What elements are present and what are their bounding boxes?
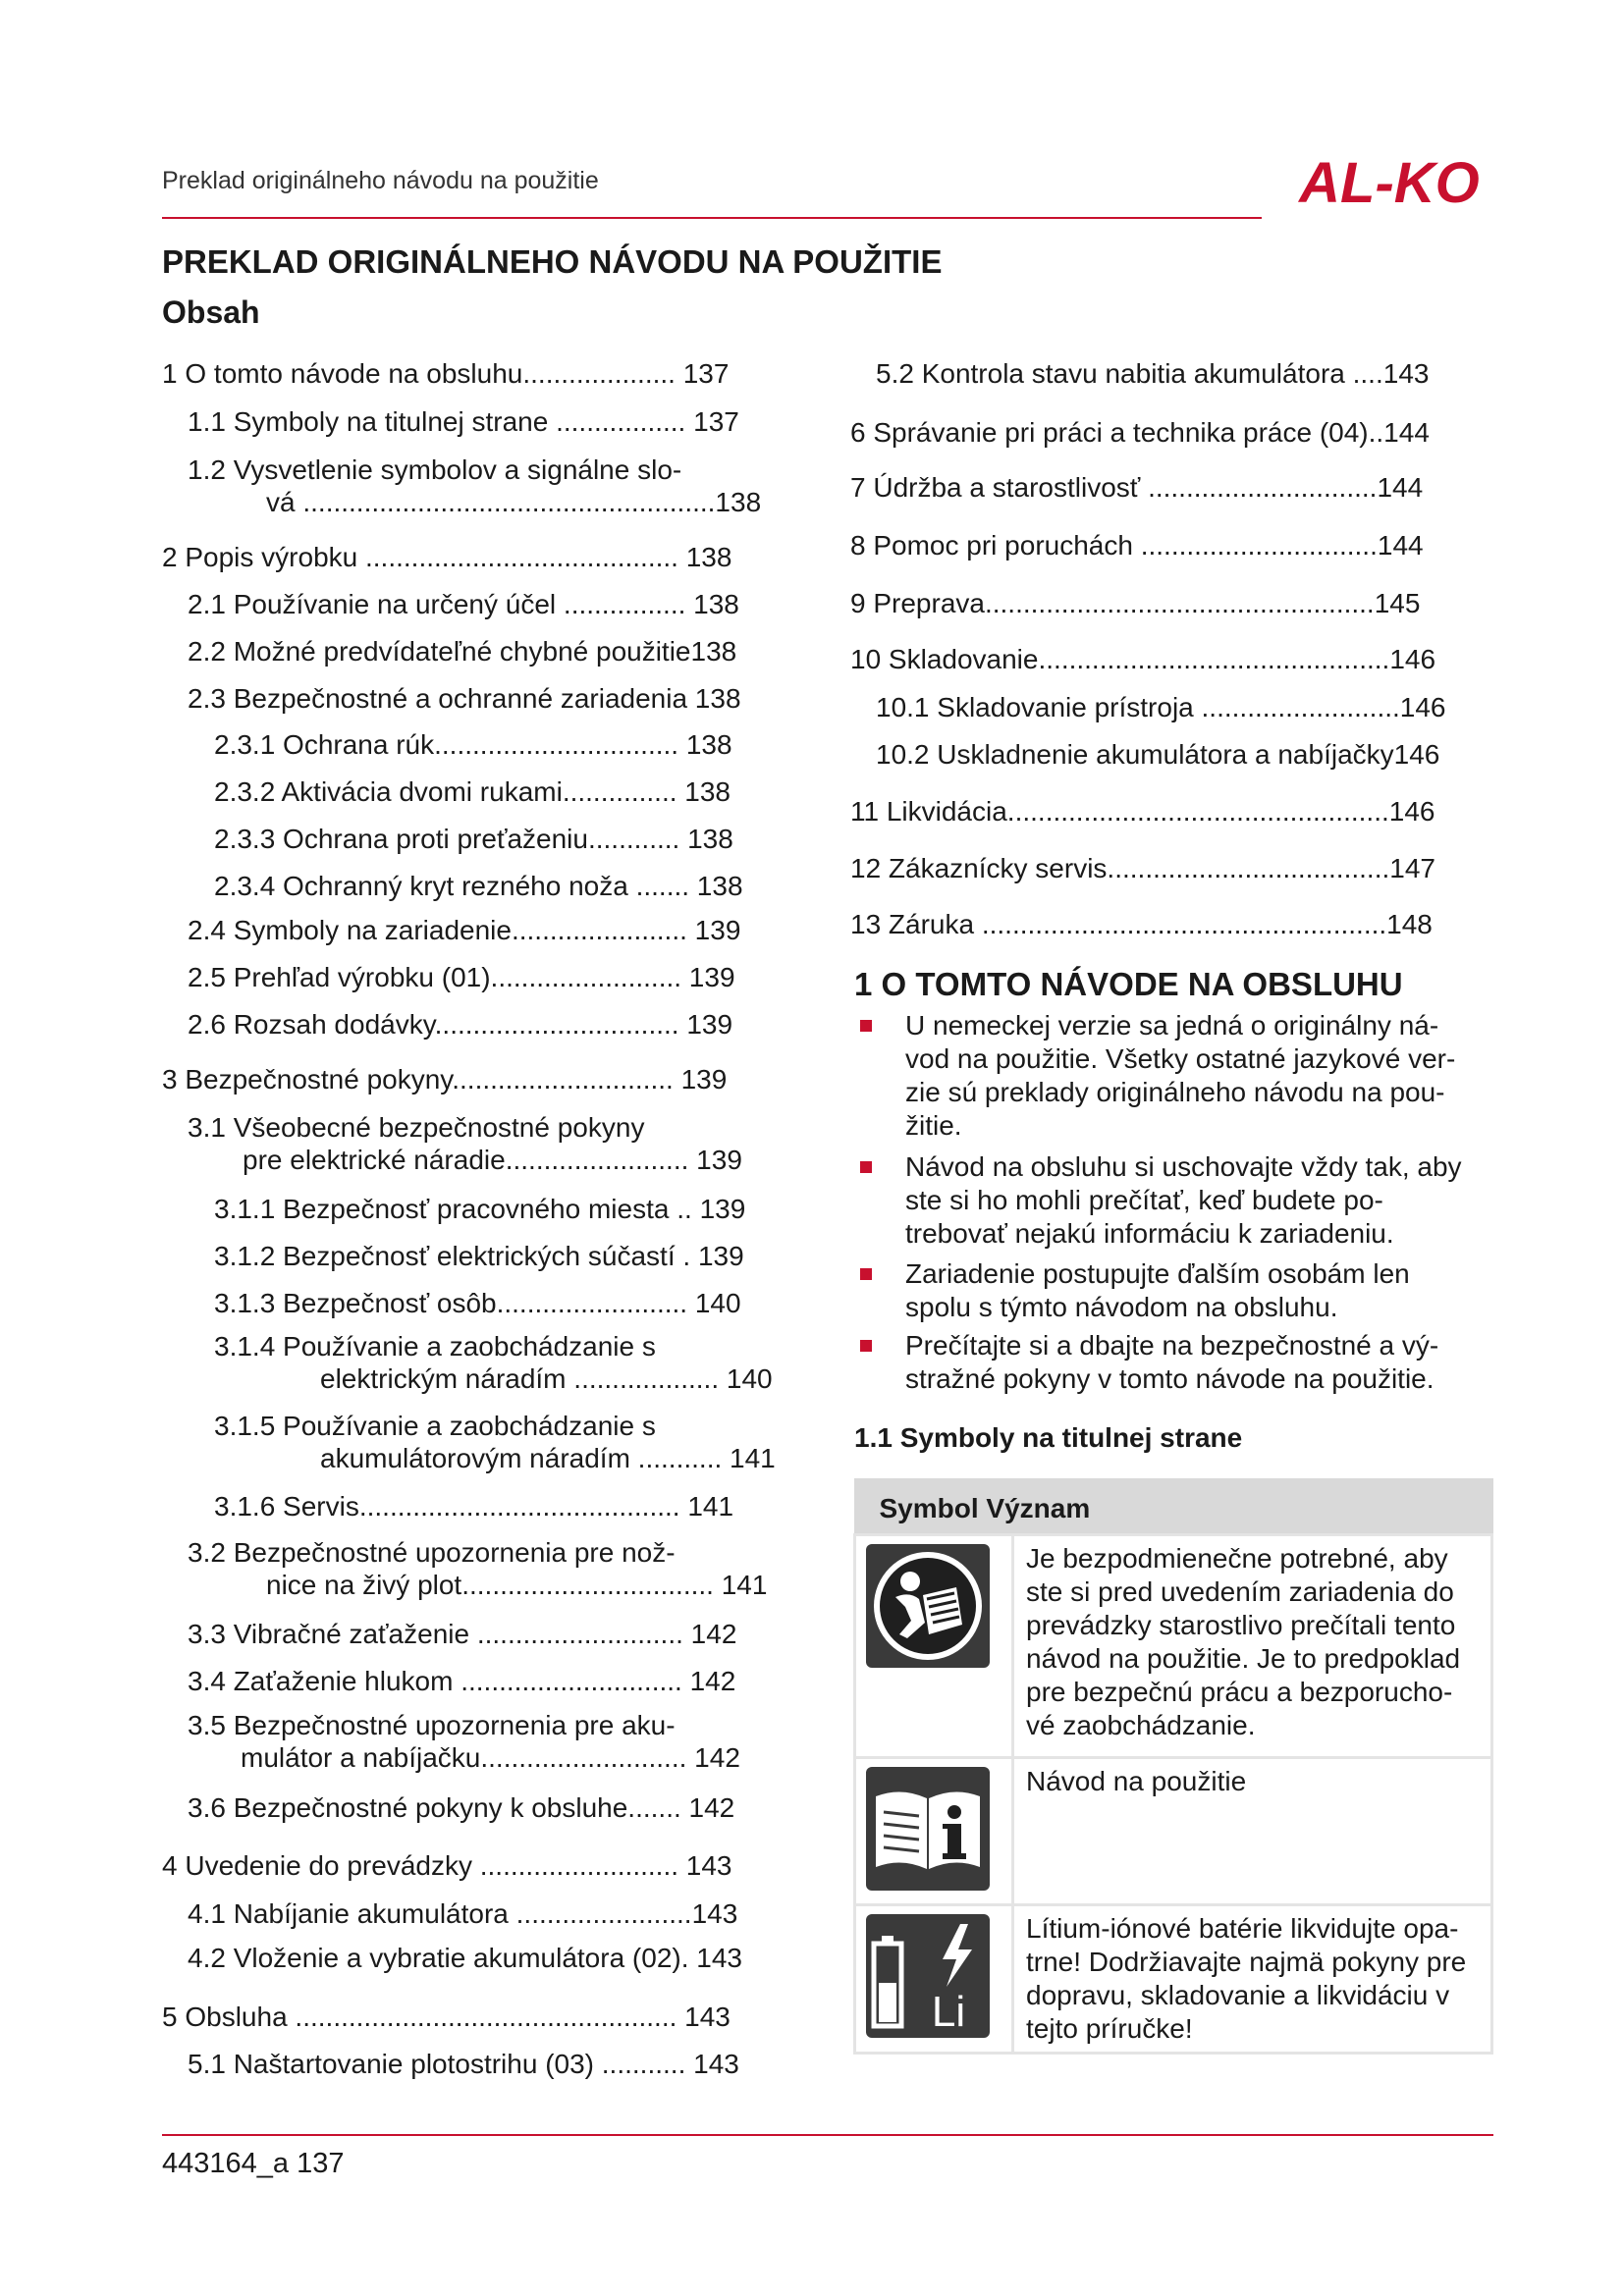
toc-entry[interactable]: 2.3.4 Ochranný kryt rezného noža ....... 138 (214, 871, 743, 901)
bullet-item (854, 1329, 1483, 1396)
toc-entry[interactable]: 3.6 Bezpečnostné pokyny k obsluhe....... 142 (188, 1792, 735, 1823)
toc-entry[interactable]: 4 Uvedenie do prevádzky .......................... 143 (162, 1850, 732, 1881)
toc-entry[interactable] (188, 1536, 767, 1601)
toc-entry[interactable]: 10.1 Skladovanie prístroja ..........................146 (876, 692, 1446, 722)
toc-entry[interactable]: 7 Údržba a starostlivosť ..............................144 (850, 472, 1424, 503)
toc-entry[interactable]: 12 Zákaznícky servis.....................................147 (850, 853, 1435, 883)
symbol-meaning: Je bezpodmienečne potrebné, aby ste si pred uvedením zariadenia do prevádzky starostlivo prečítali tento návod na použitie. Je to predpoklad pre bezpečnú prácu a bezporucho-vé zaobchádzanie. (1013, 1535, 1492, 1758)
toc-entry-line1: 3.1 Všeobecné bezpečnostné pokyny (188, 1112, 645, 1143)
toc-entry[interactable]: 1 O tomto návode na obsluhu.................... 137 (162, 358, 730, 389)
toc-entry[interactable]: 3.1.1 Bezpečnosť pracovného miesta .. 139 (214, 1194, 746, 1224)
symbol-cell (855, 1758, 1013, 1905)
toc-entry[interactable]: 3.4 Zaťaženie hlukom ............................. 142 (188, 1666, 736, 1696)
toc-entry[interactable]: 2.4 Symboly na zariadenie....................... 139 (188, 915, 741, 945)
bullet-item (854, 1257, 1483, 1324)
toc-entry[interactable]: 3.1.3 Bezpečnosť osôb......................... 140 (214, 1288, 741, 1318)
toc-entry[interactable] (188, 1709, 740, 1774)
symbol-table-header: Symbol Význam (855, 1479, 1492, 1535)
toc-entry-line2: mulátor a nabíjačku........................... 142 (241, 1742, 740, 1773)
bullet-text: Prečítajte si a dbajte na bezpečnostné a vý-stražné pokyny v tomto návode na použitie. (905, 1330, 1439, 1394)
page-footer: 443164_a 137 (162, 2148, 345, 2179)
symbol-table-row (855, 1758, 1492, 1905)
toc-entry[interactable]: 2.3.3 Ochrana proti preťaženiu............ 138 (214, 824, 733, 854)
toc-heading: Obsah (162, 294, 260, 330)
toc-entry[interactable]: 2 Popis výrobku ......................................... 138 (162, 542, 732, 572)
li-ion-battery-icon (866, 1914, 990, 2038)
toc-entry[interactable] (214, 1410, 776, 1474)
bullet-text: Návod na obsluhu si uschovajte vždy tak, aby ste si ho mohli prečítať, keď budete po-trebovať nejakú informáciu k zariadeniu. (905, 1151, 1462, 1249)
toc-entry-line1: 3.1.5 Používanie a zaobchádzanie s (214, 1411, 656, 1441)
symbol-table-row (855, 1905, 1492, 2054)
toc-entry-line1: 3.2 Bezpečnostné upozornenia pre nož- (188, 1537, 676, 1568)
bullet-square-icon (860, 1020, 872, 1032)
toc-entry[interactable]: 8 Pomoc pri poruchách ...............................144 (850, 530, 1424, 561)
toc-entry[interactable] (214, 1330, 773, 1395)
svg-text:Li: Li (931, 1988, 966, 2036)
toc-entry[interactable]: 1.1 Symboly na titulnej strane ................. 137 (188, 406, 739, 437)
toc-entry[interactable]: 4.2 Vloženie a vybratie akumulátora (02). 143 (188, 1943, 742, 1973)
subsection-1-1-heading: 1.1 Symboly na titulnej strane (854, 1422, 1243, 1453)
toc-entry[interactable]: 3.3 Vibračné zaťaženie ........................... 142 (188, 1619, 737, 1649)
toc-entry-line2: nice na živý plot................................. 141 (266, 1570, 768, 1600)
header-rule (162, 217, 1262, 219)
toc-entry[interactable] (188, 1111, 742, 1176)
toc-entry[interactable] (188, 454, 761, 518)
toc-entry[interactable]: 6 Správanie pri práci a technika práce (04)..144 (850, 417, 1430, 448)
alko-logo (1280, 155, 1498, 210)
bullet-square-icon (860, 1161, 872, 1173)
toc-entry[interactable]: 3.1.6 Servis.......................................... 141 (214, 1491, 734, 1522)
toc-entry[interactable]: 3.1.2 Bezpečnosť elektrických súčastí . 139 (214, 1241, 744, 1271)
toc-entry-line2: elektrickým náradím ................... 140 (320, 1363, 773, 1394)
toc-entry[interactable]: 5.2 Kontrola stavu nabitia akumulátora ....143 (876, 358, 1430, 389)
bullet-square-icon (860, 1340, 872, 1352)
symbol-meaning: Lítium-iónové batérie likvidujte opa-trne! Dodržiavajte najmä pokyny pre dopravu, skladovanie a likvidáciu v tejto príručke! (1013, 1905, 1492, 2054)
svg-text:AL-KO: AL-KO (1299, 155, 1480, 210)
bullet-item (854, 1150, 1483, 1251)
toc-entry[interactable]: 2.3 Bezpečnostné a ochranné zariadenia 138 (188, 683, 741, 714)
bullet-item (854, 1009, 1483, 1143)
toc-entry[interactable]: 3 Bezpečnostné pokyny............................. 139 (162, 1064, 728, 1095)
toc-entry[interactable]: 10.2 Uskladnenie akumulátora a nabíjačky146 (876, 739, 1440, 770)
toc-entry[interactable]: 9 Preprava...................................................145 (850, 588, 1421, 618)
toc-entry[interactable]: 13 Záruka .....................................................148 (850, 909, 1433, 939)
bullet-text: U nemeckej verzie sa jedná o originálny ná-vod na použitie. Všetky ostatné jazykové ver-zie sú preklady originálneho návodu na pou-žitie. (905, 1010, 1456, 1141)
bullet-square-icon (860, 1268, 872, 1280)
toc-entry[interactable]: 5 Obsluha .................................................. 143 (162, 2002, 731, 2032)
symbol-table-header-row (855, 1479, 1492, 1535)
toc-entry-line2: pre elektrické náradie........................ 139 (243, 1145, 742, 1175)
document-title: PREKLAD ORIGINÁLNEHO NÁVODU NA POUŽITIE (162, 243, 943, 280)
symbol-cell (855, 1905, 1013, 2054)
toc-entry[interactable]: 4.1 Nabíjanie akumulátora .......................143 (188, 1898, 738, 1929)
manual-info-icon (866, 1767, 990, 1891)
running-header: Preklad originálneho návodu na použitie (162, 167, 599, 194)
toc-entry[interactable]: 2.1 Používanie na určený účel ................ 138 (188, 589, 739, 619)
toc-entry[interactable]: 5.1 Naštartovanie plotostrihu (03) ........... 143 (188, 2049, 739, 2079)
footer-rule (162, 2134, 1493, 2136)
toc-entry[interactable]: 10 Skladovanie..............................................146 (850, 644, 1436, 674)
toc-entry[interactable]: 2.5 Prehľad výrobku (01)......................... 139 (188, 962, 735, 992)
symbol-table (853, 1478, 1493, 2055)
toc-entry[interactable]: 11 Likvidácia..................................................146 (850, 796, 1435, 827)
read-manual-icon (866, 1544, 990, 1668)
bullet-text: Zariadenie postupujte ďalším osobám len spolu s týmto návodom na obsluhu. (905, 1258, 1410, 1322)
toc-entry-line2: vá ......................................................138 (266, 487, 762, 517)
symbol-table-row (855, 1535, 1492, 1758)
symbol-cell (855, 1535, 1013, 1758)
toc-entry[interactable]: 2.2 Možné predvídateľné chybné použitie138 (188, 636, 737, 667)
toc-entry-line1: 3.1.4 Používanie a zaobchádzanie s (214, 1331, 656, 1362)
toc-entry[interactable]: 2.3.2 Aktivácia dvomi rukami............... 138 (214, 776, 731, 807)
toc-entry[interactable]: 2.6 Rozsah dodávky................................ 139 (188, 1009, 733, 1040)
toc-entry-line1: 3.5 Bezpečnostné upozornenia pre aku- (188, 1710, 676, 1740)
toc-entry[interactable]: 2.3.1 Ochrana rúk................................ 138 (214, 729, 732, 760)
section-1-heading: 1 O TOMTO NÁVODE NA OBSLUHU (854, 966, 1403, 1002)
symbol-meaning: Návod na použitie (1013, 1758, 1492, 1905)
toc-entry-line1: 1.2 Vysvetlenie symbolov a signálne slo- (188, 454, 682, 485)
toc-entry-line2: akumulátorovým náradím ........... 141 (320, 1443, 776, 1473)
